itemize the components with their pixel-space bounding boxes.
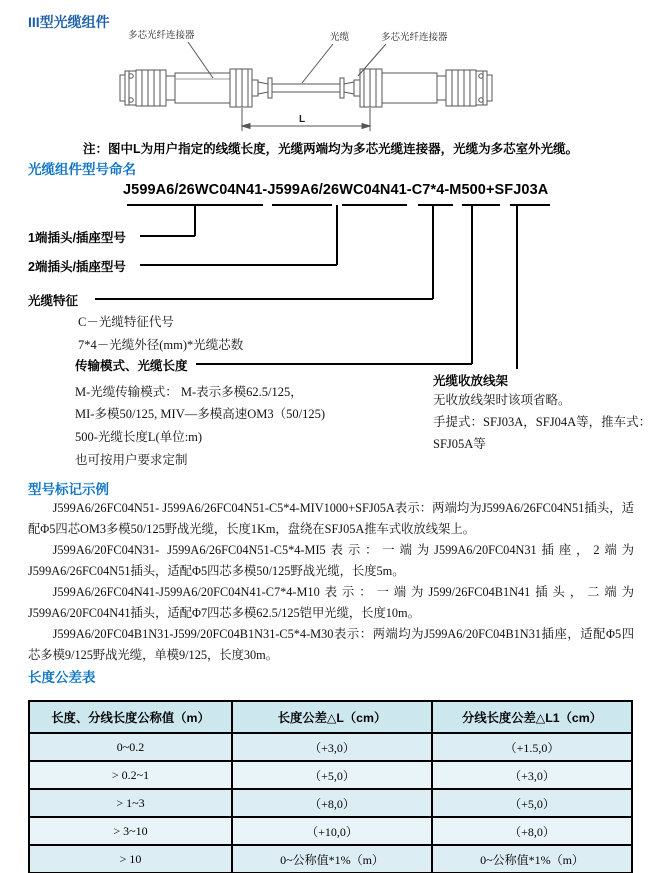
cell-tolerance: （+3,0） bbox=[232, 733, 432, 761]
cell-tolerance: （+8,0） bbox=[232, 789, 432, 817]
cable-feature-label: 光缆特征 bbox=[28, 294, 79, 308]
tolerance-table-heading: 长度公差表 bbox=[28, 670, 96, 685]
reel-label: 光缆收放线架 bbox=[433, 374, 509, 388]
cable-feature-line2: 7*4－光缆外径(mm)*光缆芯数 bbox=[78, 338, 244, 352]
col-header-nominal-length: 长度、分线长度公称值（m） bbox=[29, 701, 232, 733]
transmission-line4: 也可按用户要求定制 bbox=[75, 453, 188, 467]
model-string: J599A6/26WC04N41-J599A6/26WC04N41-C7*4-M500+SFJ03A bbox=[123, 182, 549, 198]
cable-assembly-diagram bbox=[78, 26, 602, 140]
cell-range: > 1~3 bbox=[29, 789, 232, 817]
examples-heading: 型号标记示例 bbox=[28, 482, 109, 497]
cell-tolerance: 0~公称值*1%（m） bbox=[232, 845, 432, 873]
cell-branch-tolerance: （+3,0） bbox=[432, 761, 632, 789]
page-title: III型光缆组件 bbox=[28, 14, 110, 30]
left-connector-label: 多芯光纤连接器 bbox=[128, 30, 195, 41]
example-paragraph-4: J599A6/20FC04B1N31-J599/20FC04B1N31-C5*4-M30表示：两端均为J599A6/20FC04B1N31插座，适配Φ5四芯多模9/125野战光缆，单模9/125，长度30m。 bbox=[28, 627, 634, 662]
transmission-line2: MI-多模50/125, MIV—多模高速OM3（50/125) bbox=[75, 407, 325, 421]
cell-branch-tolerance: 0~公称值*1%（m） bbox=[432, 845, 632, 873]
cell-range: > 3~10 bbox=[29, 817, 232, 845]
right-connector-drawing bbox=[340, 69, 492, 107]
leader-lines bbox=[188, 42, 386, 83]
table-row bbox=[29, 789, 632, 817]
reel-line1: 无收放线架时该项省略。 bbox=[433, 393, 571, 407]
dimension-bracket bbox=[242, 108, 370, 131]
cell-tolerance: （+10,0） bbox=[232, 817, 432, 845]
cell-branch-tolerance: （+1.5,0） bbox=[432, 733, 632, 761]
cable-label: 光缆 bbox=[330, 32, 350, 43]
table-header-row bbox=[29, 701, 632, 733]
cell-tolerance: （+5,0） bbox=[232, 761, 432, 789]
cable-feature-line1: C－光缆特征代号 bbox=[78, 315, 174, 329]
transmission-line3: 500-光缆长度L(单位:m) bbox=[75, 430, 203, 444]
transmission-line1: M-光缆传输模式： M-表示多模62.5/125， bbox=[75, 385, 303, 399]
transmission-label: 传输模式、光缆长度 bbox=[75, 359, 188, 373]
examples-block bbox=[28, 498, 634, 666]
naming-heading: 光缆组件型号命名 bbox=[28, 162, 136, 177]
table-row bbox=[29, 761, 632, 789]
example-paragraph-2: J599A6/20FC04N31- J599A6/26FC04N51-C5*4-MI5表示：一端为J599A6/20FC04N31插座，2端为J599A6/26FC04N51插头，适配Φ5四芯多模50/125野战光缆，长度5m。 bbox=[28, 543, 634, 578]
left-connector-drawing bbox=[120, 69, 272, 107]
cell-branch-tolerance: （+8,0） bbox=[432, 817, 632, 845]
table-row bbox=[29, 845, 632, 873]
cell-range: > 10 bbox=[29, 845, 232, 873]
tolerance-table bbox=[28, 700, 633, 873]
cable-drawing bbox=[272, 84, 340, 92]
cell-branch-tolerance: （+5,0） bbox=[432, 789, 632, 817]
example-paragraph-1: J599A6/26FC04N51- J599A6/26FC04N51-C5*4-MIV1000+SFJ05A表示：两端均为J599A6/26FC04N51插头，适配Φ5四芯OM3多模50/125野战光缆，长度1Km，盘绕在SFJ05A推车式收放线架上。 bbox=[28, 501, 634, 536]
cell-range: > 0.2~1 bbox=[29, 761, 232, 789]
table-row bbox=[29, 733, 632, 761]
cell-range: 0~0.2 bbox=[29, 733, 232, 761]
right-connector-label: 多芯光纤连接器 bbox=[381, 32, 448, 43]
diagram-note: 注：图中L为用户指定的线缆长度，光缆两端均为多芯光缆连接器，光缆为多芯室外光缆。 bbox=[83, 142, 579, 156]
reel-line2: 手提式：SFJ03A，SFJ04A等，推车式： bbox=[433, 415, 652, 429]
end2-label: 2端插头/插座型号 bbox=[28, 260, 126, 274]
table-row bbox=[29, 817, 632, 845]
col-header-branch-tolerance: 分线长度公差△L1（cm） bbox=[432, 701, 632, 733]
dimension-label: L bbox=[298, 114, 306, 125]
example-paragraph-3: J599A6/26FC04N41-J599A6/20FC04N41-C7*4-M10表示：一端为J599/26FC04B1N41插头，二端为J599A6/20FC04N41插头，适配Φ7四芯多模62.5/125铠甲光缆，长度10m。 bbox=[28, 585, 634, 620]
reel-line3: SFJ05A等 bbox=[433, 437, 486, 451]
end1-label: 1端插头/插座型号 bbox=[28, 231, 126, 245]
col-header-length-tolerance: 长度公差△L（cm） bbox=[232, 701, 432, 733]
